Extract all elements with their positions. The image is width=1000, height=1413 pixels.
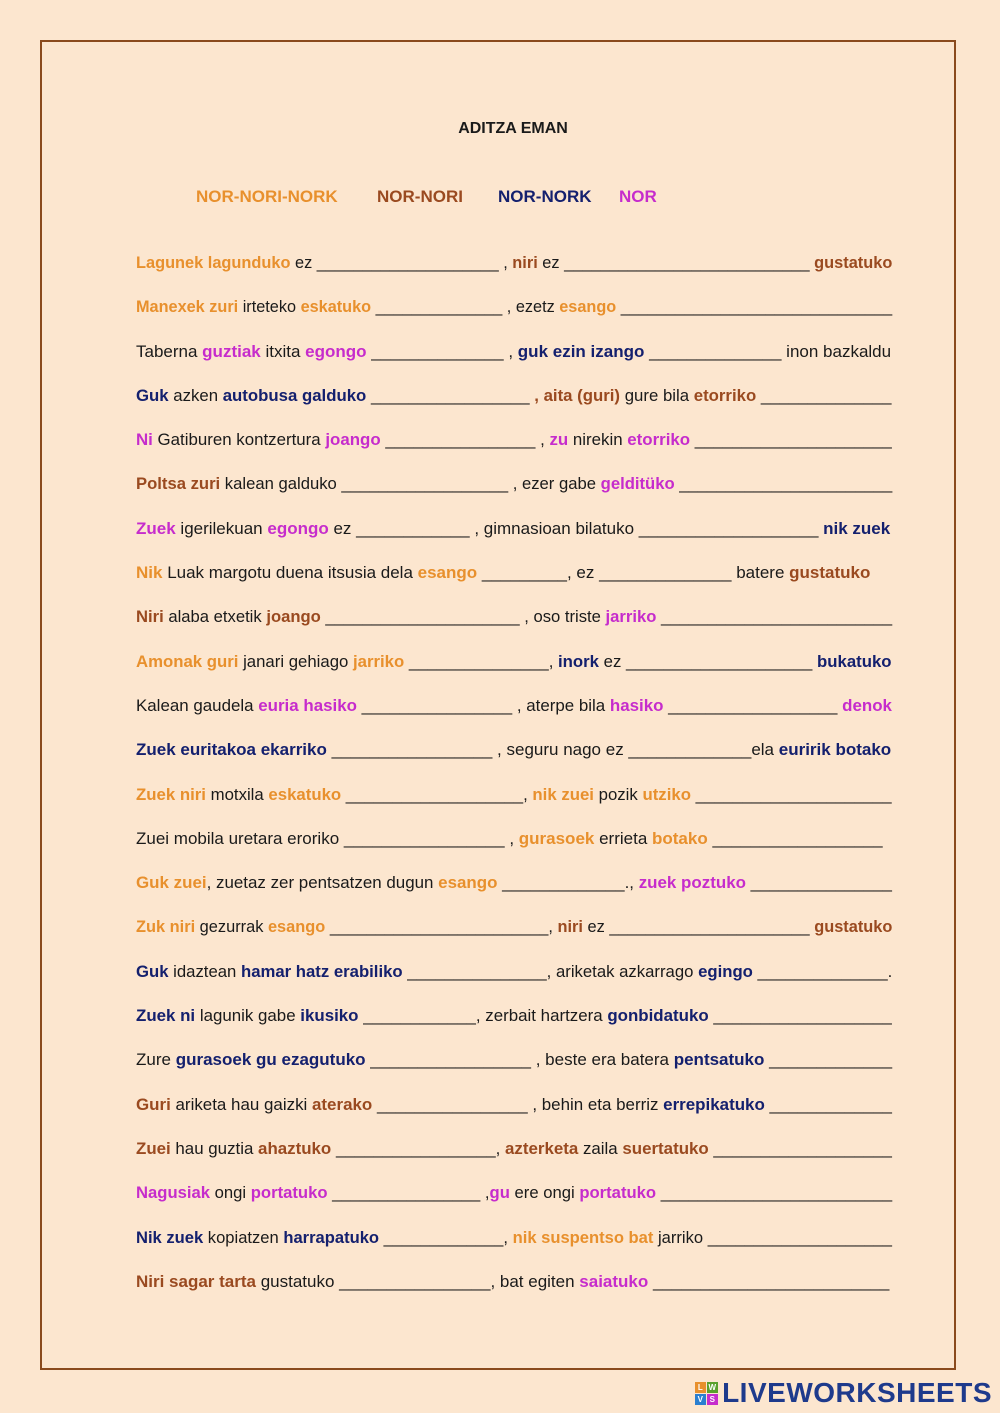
exercise-line	[136, 739, 892, 783]
logo-tile: L	[695, 1382, 706, 1393]
verb-hint: etorriko	[627, 430, 691, 450]
sentence-text: Taberna	[136, 341, 203, 361]
exercise-line-text	[136, 739, 891, 761]
verb-hint: gelditüko	[600, 474, 675, 494]
verb-hint: portatuko	[250, 1183, 328, 1203]
verb-hint: autobusa galduko	[222, 385, 367, 405]
verb-hint: gustatuko	[789, 563, 871, 583]
liveworksheets-logo-icon	[695, 1382, 718, 1405]
verb-hint: nik zuek	[823, 518, 891, 538]
verb-hint: niri	[557, 917, 583, 937]
exercise-line-text	[136, 1094, 892, 1116]
exercise-line	[136, 518, 892, 562]
sentence-text: Gatiburen kontzertura	[152, 430, 326, 450]
sentence-text: zaila	[578, 1138, 623, 1158]
sentence-text: ________________________,	[325, 917, 558, 937]
verb-hint: Niri	[136, 607, 164, 627]
sentence-text: ___________________,	[341, 784, 533, 804]
verb-hint: Niri sagar tarta	[136, 1271, 256, 1291]
sentence-text: ez ____________ , gimnasioan bilatuko ___________________	[328, 518, 824, 538]
sentence-text: Luak margotu duena itsusia dela	[162, 563, 418, 583]
exercise-line	[136, 916, 892, 960]
sentence-text: ______________ inon bazkaldu	[644, 341, 892, 361]
verb-hint: jarriko	[353, 651, 405, 671]
exercise-line-text	[136, 872, 892, 894]
verb-hint: gonbidatuko	[607, 1006, 709, 1026]
verb-hint: hasiko	[609, 695, 664, 715]
verb-hint: joango	[325, 430, 381, 450]
exercise-line-text	[136, 961, 892, 983]
sentence-text: , zuetaz zer pentsatzen dugun	[206, 873, 439, 893]
exercise-line	[136, 1271, 892, 1315]
verb-hint: nik suspentso bat	[512, 1227, 654, 1247]
exercise-lines	[136, 252, 892, 1315]
verb-hint: Zuek ni	[136, 1006, 196, 1026]
sentence-text: __________________	[707, 828, 883, 848]
sentence-text: _______________,	[404, 651, 559, 671]
verb-hint: utziko	[642, 784, 691, 804]
verb-hint: errepikatuko	[663, 1094, 765, 1114]
verb-hint: pentsatuko	[673, 1050, 765, 1070]
verb-hint: Zuk niri	[136, 917, 196, 937]
sentence-text: ez ____________________	[598, 651, 818, 671]
sentence-text: gustatuko ________________, bat egiten	[256, 1271, 580, 1291]
verb-hint: denok	[842, 695, 892, 715]
sentence-text: kopiatzen	[203, 1227, 284, 1247]
verb-hint: gurasoek gu ezagutuko	[175, 1050, 366, 1070]
exercise-line	[136, 828, 892, 872]
logo-tile: V	[695, 1394, 706, 1405]
sentence-text: kalean galduko __________________ , ezer gabe	[220, 474, 601, 494]
sentence-text: _________, ez ______________ batere	[477, 563, 790, 583]
verb-hint: nik zuei	[532, 784, 594, 804]
exercise-line	[136, 651, 892, 695]
sentence-text: _____________,	[379, 1227, 513, 1247]
sentence-text: _______________	[745, 873, 892, 893]
verb-hint: hamar hatz erabiliko	[240, 961, 403, 981]
exercise-line	[136, 1005, 892, 1049]
exercise-line-text	[136, 916, 892, 938]
verb-hint: Guk zuei	[136, 873, 207, 893]
verb-hint: guk ezin izango	[517, 341, 645, 361]
verb-hint: Zuek	[136, 518, 176, 538]
exercise-line-text	[136, 341, 891, 363]
sentence-text: Zure	[136, 1050, 176, 1070]
verb-hint: euria hasiko	[258, 695, 357, 715]
sentence-text: _________________ , seguru nago ez _____________ela	[326, 740, 779, 760]
sentence-text: _________________________	[656, 607, 893, 627]
legend-nor-nori: NOR-NORI	[377, 187, 463, 206]
exercise-line-text	[136, 606, 892, 628]
exercise-line	[136, 961, 892, 1005]
verb-hint: Guri	[136, 1094, 171, 1114]
exercise-line-text	[136, 518, 890, 540]
legend-nor-nork: NOR-NORK	[498, 187, 592, 206]
exercise-line	[136, 385, 892, 429]
sentence-text: motxila	[205, 784, 269, 804]
verb-hint: , aita (guri)	[534, 385, 621, 405]
verb-hint: botako	[652, 828, 708, 848]
sentence-text: _________________,	[331, 1138, 506, 1158]
exercise-line	[136, 784, 892, 828]
sentence-text: alaba etxetik	[163, 607, 267, 627]
sentence-text: _________________________	[656, 1183, 893, 1203]
sentence-text: ___________________	[708, 1138, 892, 1158]
sentence-text: _____________________ , oso triste	[320, 607, 606, 627]
verb-hint: Nik	[136, 563, 163, 583]
verb-hint: Poltsa zuri	[136, 474, 221, 494]
exercise-line	[136, 606, 892, 650]
verb-hint: Nik zuek	[136, 1227, 204, 1247]
sentence-text: ________________ ,	[380, 430, 550, 450]
exercise-line	[136, 1138, 892, 1182]
sentence-text: _____________.,	[497, 873, 639, 893]
exercise-line	[136, 1182, 892, 1226]
sentence-text: ______________ ,	[366, 341, 518, 361]
sentence-text: ez ______________________	[582, 917, 815, 937]
exercise-line-text	[136, 1227, 892, 1249]
sentence-text: Zuei mobila uretara eroriko _________________ ,	[136, 828, 519, 848]
verb-hint: Amonak guri	[136, 651, 239, 671]
sentence-text: _____________	[764, 1094, 892, 1114]
exercise-line	[136, 1049, 892, 1093]
sentence-text: itxita	[260, 341, 306, 361]
exercise-line-text	[136, 252, 892, 274]
verb-hint: Nagusiak	[136, 1183, 211, 1203]
page-title: ADITZA EMAN	[458, 120, 568, 137]
verb-hint: Ni	[136, 430, 153, 450]
verb-hint: gu	[489, 1183, 510, 1203]
sentence-text: _________________	[366, 385, 535, 405]
exercise-line	[136, 341, 892, 385]
exercise-line-text	[136, 1271, 889, 1293]
exercise-line-text	[136, 784, 892, 806]
verb-hint: egongo	[305, 341, 367, 361]
exercise-line	[136, 296, 892, 340]
legend-nor-nori-nork: NOR-NORI-NORK	[196, 187, 338, 206]
verb-hint: guztiak	[202, 341, 261, 361]
exercise-line	[136, 252, 892, 296]
sentence-text: lagunik gabe	[195, 1006, 301, 1026]
verb-hint: esango	[267, 917, 326, 937]
sentence-text: __________________	[663, 695, 843, 715]
verb-hint: Zuek euritakoa ekarriko	[136, 740, 327, 760]
verb-hint: Guk	[136, 961, 169, 981]
exercise-line	[136, 695, 892, 739]
sentence-text: _________________ , beste era batera	[365, 1050, 674, 1070]
sentence-text: ________________ ,	[327, 1183, 490, 1203]
verb-hint: jarriko	[605, 607, 657, 627]
sentence-text: igerilekuan	[175, 518, 268, 538]
verb-hint: azterketa	[505, 1138, 579, 1158]
verb-hint: egongo	[267, 518, 329, 538]
verb-hint: gustatuko	[814, 917, 893, 937]
watermark-text: LIVEWORKSHEETS	[722, 1377, 992, 1408]
verb-hint: eskatuko	[268, 784, 342, 804]
sentence-text: _________________________	[648, 1271, 890, 1291]
verb-hint: esango	[559, 297, 617, 317]
sentence-text: ______________ , ezetz	[371, 297, 560, 317]
sentence-text: azken	[168, 385, 223, 405]
sentence-text: Kalean gaudela	[136, 695, 259, 715]
exercise-line-text	[136, 429, 892, 451]
exercise-line-text	[136, 828, 883, 850]
exercise-line-text	[136, 651, 892, 673]
verb-hint: euririk botako	[778, 740, 892, 760]
sentence-text: ______________________________	[616, 297, 893, 317]
sentence-text: ongi	[210, 1183, 251, 1203]
verb-hint: Zuek niri	[136, 784, 206, 804]
sentence-text: nirekin	[568, 430, 628, 450]
exercise-line	[136, 1094, 892, 1138]
verb-hint: esango	[417, 563, 478, 583]
sentence-text: _____________________	[690, 430, 892, 450]
verb-hint: Guk	[136, 385, 169, 405]
exercise-line-text	[136, 473, 892, 495]
sentence-text: _______________, ariketak azkarrago	[402, 961, 699, 981]
legend	[0, 187, 1000, 209]
sentence-text: jarriko ____________________	[653, 1227, 892, 1247]
sentence-text: janari gehiago	[238, 651, 354, 671]
sentence-text: pozik	[593, 784, 643, 804]
verb-hint: suertatuko	[622, 1138, 709, 1158]
exercise-line-text	[136, 695, 892, 717]
sentence-text: ____________, zerbait hartzera	[358, 1006, 608, 1026]
sentence-text: errieta	[594, 828, 652, 848]
sentence-text: _______________________	[674, 474, 893, 494]
sentence-text: ez ___________________________	[537, 253, 815, 272]
sentence-text: hau guztia	[170, 1138, 259, 1158]
exercise-line-text	[136, 1005, 892, 1027]
sentence-text: gezurrak	[195, 917, 268, 937]
sentence-text: ________________ , aterpe bila	[356, 695, 610, 715]
exercise-line-text	[136, 296, 892, 318]
verb-hint: gurasoek	[518, 828, 595, 848]
exercise-line	[136, 562, 892, 606]
sentence-text: ere ongi	[509, 1183, 580, 1203]
logo-tile: W	[708, 1382, 717, 1392]
verb-hint: inork	[558, 651, 599, 671]
verb-hint: zuek poztuko	[638, 873, 746, 893]
sentence-text: _____________________	[690, 784, 892, 804]
exercise-line-text	[136, 1049, 892, 1071]
sentence-text: ___________________	[708, 1006, 892, 1026]
verb-hint: harrapatuko	[283, 1227, 380, 1247]
verb-hint: bukatuko	[817, 651, 892, 671]
exercise-line	[136, 429, 892, 473]
exercise-line	[136, 872, 892, 916]
exercise-line-text	[136, 1138, 892, 1160]
sentence-text: ______________.	[752, 961, 893, 981]
verb-hint: joango	[266, 607, 321, 627]
sentence-text: ________________ , behin eta berriz	[372, 1094, 664, 1114]
verb-hint: Lagunek lagunduko	[136, 253, 291, 272]
sentence-text: ______________	[756, 385, 892, 405]
verb-hint: egingo	[698, 961, 753, 981]
sentence-text: _____________	[764, 1050, 893, 1070]
liveworksheets-watermark	[695, 1377, 992, 1409]
exercise-line	[136, 473, 892, 517]
verb-hint: zu	[549, 430, 569, 450]
verb-hint: esango	[438, 873, 498, 893]
exercise-line-text	[136, 385, 892, 407]
exercise-line-text	[136, 562, 870, 584]
verb-hint: ikusiko	[300, 1006, 359, 1026]
verb-hint: portatuko	[579, 1183, 657, 1203]
exercise-line	[136, 1227, 892, 1271]
verb-hint: Manexek zuri	[136, 297, 239, 317]
verb-hint: aterako	[312, 1094, 373, 1114]
legend-nor: NOR	[619, 187, 657, 206]
sentence-text: gure bila	[620, 385, 694, 405]
logo-tile: S	[707, 1394, 718, 1405]
verb-hint: niri	[512, 253, 538, 272]
sentence-text: ez ____________________ ,	[290, 253, 513, 272]
verb-hint: saiatuko	[579, 1271, 649, 1291]
sentence-text: idaztean	[168, 961, 241, 981]
verb-hint: eskatuko	[300, 297, 372, 317]
verb-hint: gustatuko	[814, 253, 893, 272]
verb-hint: etorriko	[693, 385, 757, 405]
verb-hint: Zuei	[136, 1138, 171, 1158]
exercise-line-text	[136, 1182, 892, 1204]
verb-hint: ahaztuko	[258, 1138, 332, 1158]
sentence-text: irteteko	[238, 297, 301, 317]
sentence-text: ariketa hau gaizki	[170, 1094, 313, 1114]
